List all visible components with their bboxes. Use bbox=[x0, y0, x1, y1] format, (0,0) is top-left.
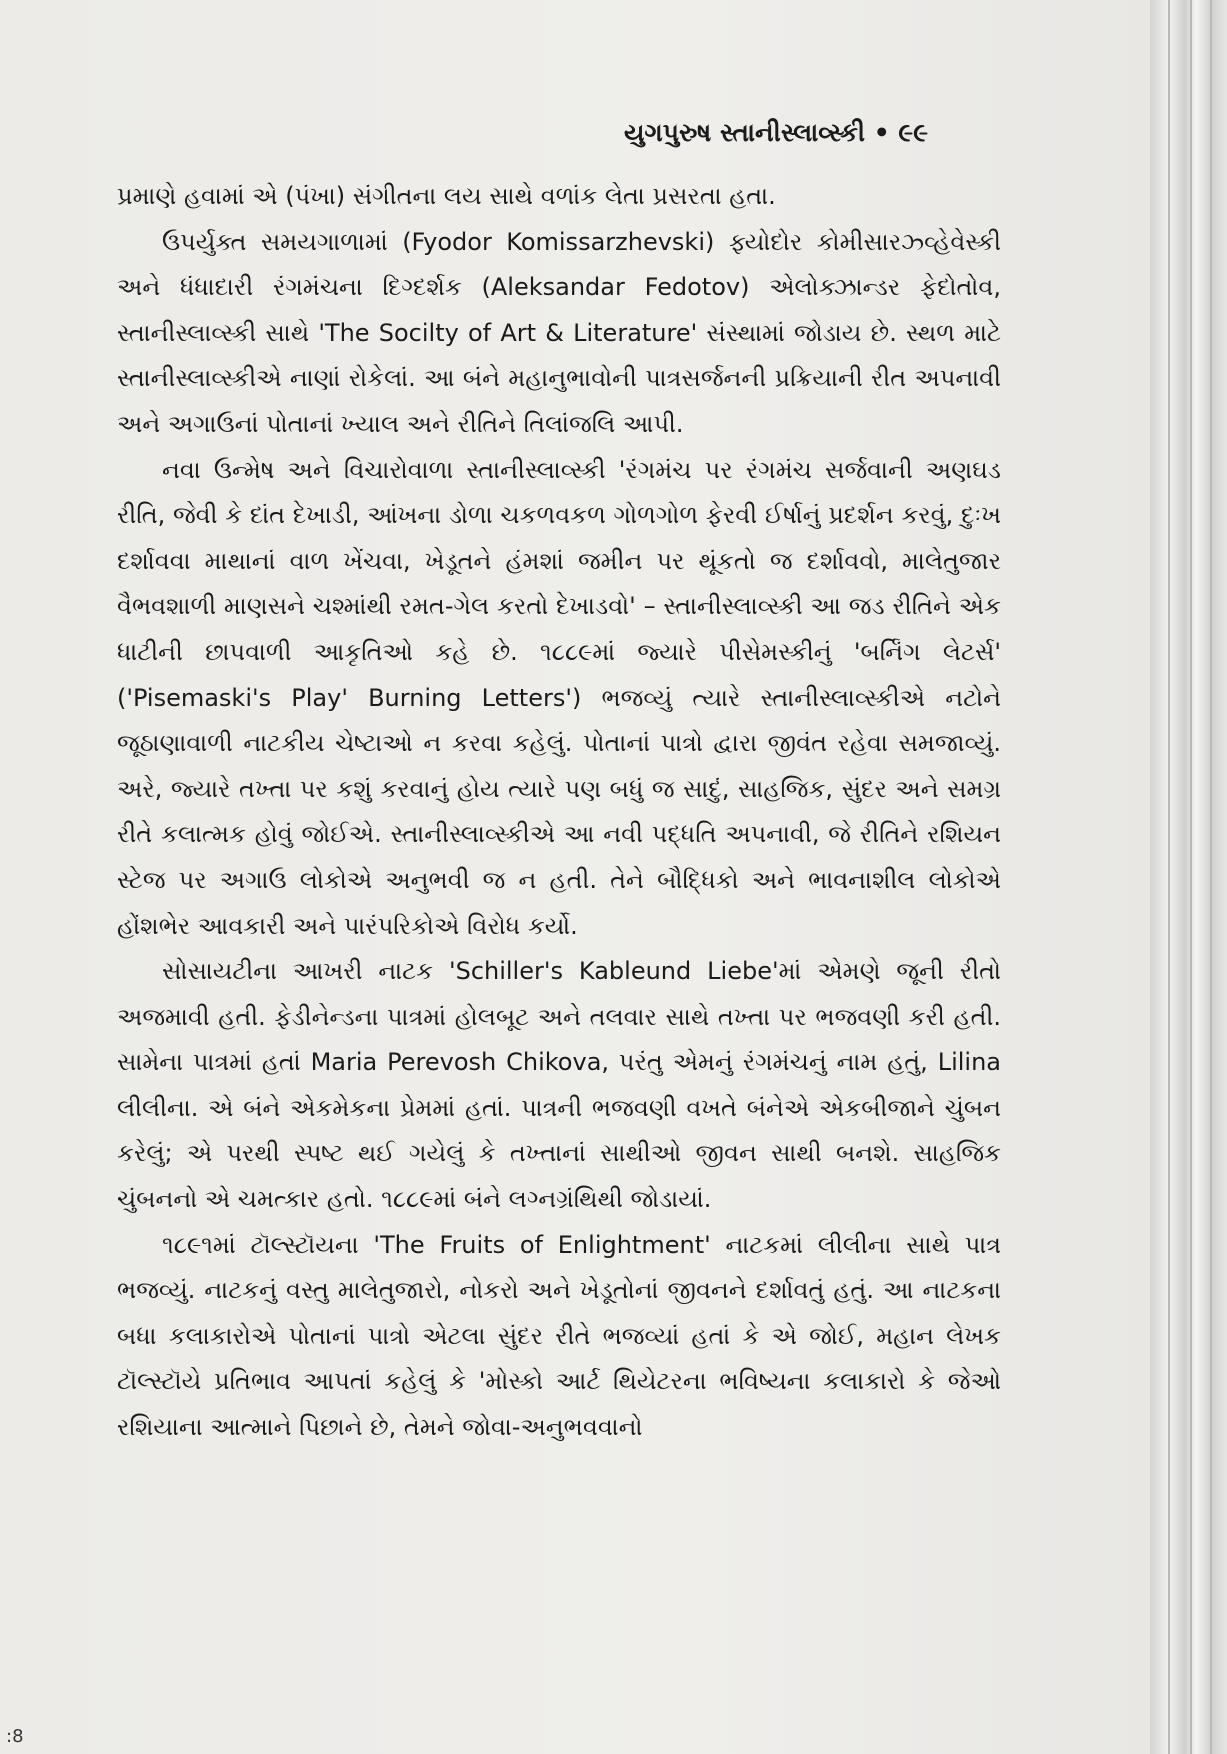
running-header: યુગપુરુષ સ્તાનીસ્લાવ્સ્કી • ૯૯ bbox=[624, 118, 928, 147]
paragraph-3: નવા ઉન્મેષ અને વિચારોવાળા સ્તાનીસ્લાવ્સ્કી 'રંગમંચ પર રંગમંચ સર્જવાની અણઘડ રીતિ, જેવી કે દાંત દેખાડી, આંખના ડોળા ચકળવકળ ગોળગોળ ફેરવી ઈર્ષાનું પ્રદર્શન કરવું, દુઃખ દર્શાવવા માથાનાં વાળ ખેંચવા, ખેડૂતને હંમશાં જમીન પર થૂંકતો જ દર્શાવવો, માલેતુજાર વૈભવશાળી માણસને ચશ્માંથી રમત-ગેલ કરતો દેખાડવો' – સ્તાનીસ્લાવ્સ્કી આ જડ રીતિને એક ધાટીની છાપવાળી આકૃતિઓ કહે છે. ૧૮૮૯માં જ્યારે પીસેમસ્કીનું 'બર્નિંગ લેટર્સ' ('Pisemaski's Play' Burning Letters') ભજવ્યું ત્યારે સ્તાનીસ્લાવ્સ્કીએ નટોને જૂઠાણાવાળી નાટકીય ચેષ્ટાઓ ન કરવા કહેલું. પોતાનાં પાત્રો દ્વારા જીવંત રહેવા સમજાવ્યું. અરે, જ્યારે તખ્તા પર કશું કરવાનું હોય ત્યારે પણ બધું જ સાદું, સાહજિક, સુંદર અને સમગ્ર રીતે કલાત્મક હોવું જોઈએ. સ્તાનીસ્લાવ્સ્કીએ આ નવી પદ્ધતિ અપનાવી, જે રીતિને રશિયન સ્ટેજ પર અગાઉ લોકોએ અનુભવી જ ન હતી. તેને બૌદ્ધિકો અને ભાવનાશીલ લોકોએ હોંશભેર આવકારી અને પારંપરિકોએ વિરોધ કર્યો. bbox=[117, 455, 1001, 940]
body-text bbox=[117, 174, 1001, 1451]
paragraph-4: સોસાયટીના આખરી નાટક 'Schiller's Kableund Liebe'માં એમણે જૂની રીતો અજમાવી હતી. ફેડીનેન્ડના પાત્રમાં હોલબૂટ અને તલવાર સાથે તખ્તા પર ભજવણી કરી હતી. સામેના પાત્રમાં હતાં Maria Perevosh Chikova, પરંતુ એમનું રંગમંચનું નામ હતું, Lilina લીલીના. એ બંને એકમેકના પ્રેમમાં હતાં. પાત્રની ભજવણી વખતે બંનેએ એકબીજાને ચુંબન કરેલું; એ પરથી સ્પષ્ટ થઈ ગયેલું કે તખ્તાનાં સાથીઓ જીવન સાથી બનશે. સાહજિક ચુંબનનો એ ચમત્કાર હતો. ૧૮૮૯માં બંને લગ્નગ્રંથિથી જોડાયાં. bbox=[117, 957, 1001, 1214]
book-spine-edge bbox=[1150, 0, 1227, 1754]
page-number: :8 bbox=[6, 1726, 24, 1747]
paragraph-1: પ્રમાણે હવામાં એ (પંખા) સંગીતના લય સાથે વળાંક લેતા પ્રસરતા હતા. bbox=[117, 182, 776, 210]
spine-line bbox=[1168, 0, 1170, 1754]
spine-line bbox=[1190, 0, 1192, 1754]
paragraph-5: ૧૮૯૧માં ટૉલ્સ્ટૉયના 'The Fruits of Enlightment' નાટકમાં લીલીના સાથે પાત્ર ભજવ્યું. નાટકનું વસ્તુ માલેતુજારો, નોકરો અને ખેડૂતોનાં જીવનને દર્શાવતું હતું. આ નાટકના બધા કલાકારોએ પોતાનાં પાત્રો એટલા સુંદર રીતે ભજવ્યાં હતાં કે એ જોઈ, મહાન લેખક ટૉલ્સ્ટૉયે પ્રતિભાવ આપતાં કહેલું કે 'મોસ્કો આર્ટ થિયેટરના ભવિષ્યના કલાકારો કે જેઓ રશિયાના આત્માને પિછાને છે, તેમને જોવા-અનુભવવાનો bbox=[117, 1230, 1001, 1442]
paragraph-2: ઉપર્યુક્ત સમયગાળામાં (Fyodor Komissarzhevski) ફ્યોદોર કોમીસારઝ્વ્હેવેસ્કી અને ધંધાદારી રંગમંચના દિગ્દર્શક (Aleksandar Fedotov) એલોક્ઝાન્ડર ફેદોતોવ, સ્તાનીસ્લાવ્સ્કી સાથે 'The Socilty of Art & Literature' સંસ્થામાં જોડાય છે. સ્થળ માટે સ્તાનીસ્લાવ્સ્કીએ નાણાં રોકેલાં. આ બંને મહાનુભાવોની પાત્રસર્જનની પ્રક્રિયાની રીત અપનાવી અને અગાઉનાં પોતાનાં ખ્યાલ અને રીતિને તિલાંજલિ આપી. bbox=[117, 227, 1001, 438]
spine-line bbox=[1210, 0, 1212, 1754]
